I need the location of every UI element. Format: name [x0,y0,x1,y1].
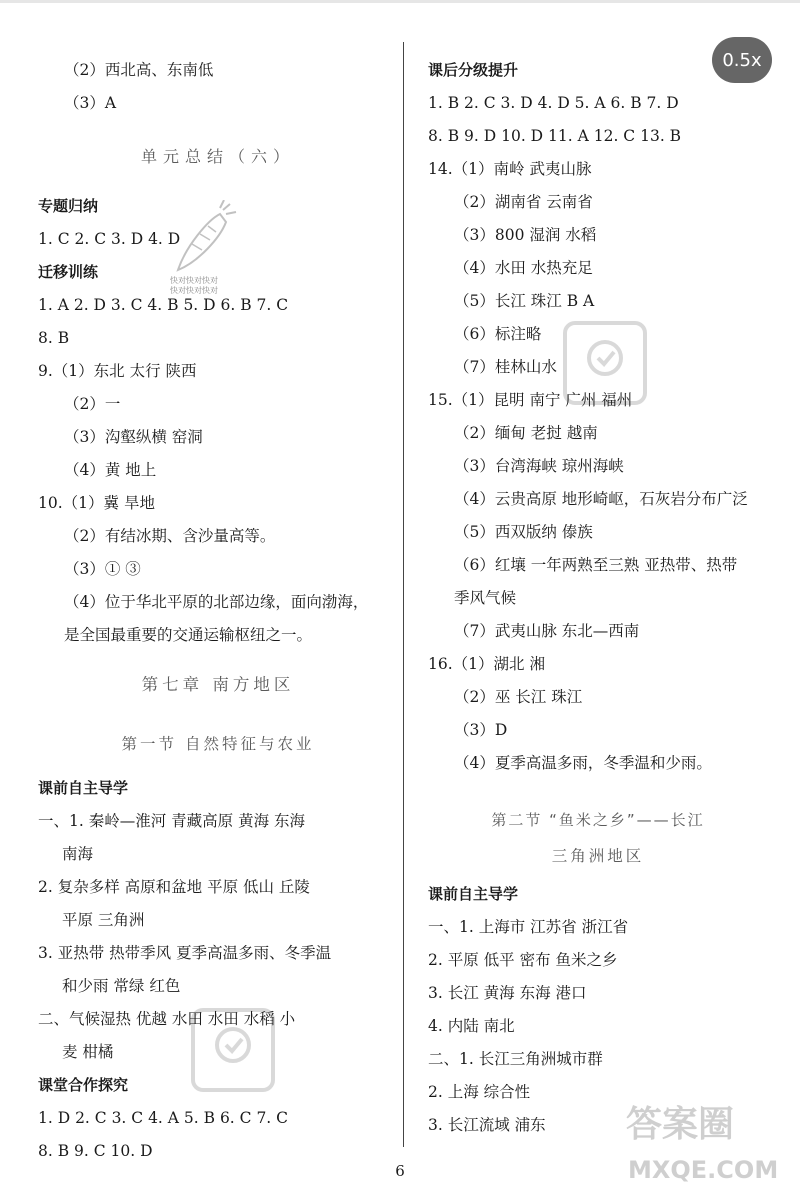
answer-line: 10.（1）冀 旱地 [38,494,155,512]
answer-line: （4）云贵高原 地形崎岖，石灰岩分布广泛 [454,490,748,508]
section-heading: 课后分级提升 [428,61,519,79]
answer-line: （3）沟壑纵横 窑洞 [64,428,203,446]
answer-line: （2）缅甸 老挝 越南 [454,424,598,442]
answer-line: （2）湖南省 云南省 [454,193,593,211]
section-title: 第二节 “鱼米之乡”——长江 [491,811,705,829]
carrot-watermark-icon [168,200,238,280]
answer-line: （2）西北高、东南低 [64,61,214,79]
answer-line: （4）位于华北平原的北部边缘，面向渤海， [64,593,369,611]
answer-line: （4）水田 水热充足 [454,259,593,277]
answer-line: 一、1. 上海市 江苏省 浙江省 [428,918,629,936]
answer-line: 麦 柑橘 [62,1043,114,1061]
answer-line: 1. C 2. C 3. D 4. D [38,230,181,248]
answer-line: 8. B 9. C 10. D [38,1142,153,1160]
answer-line: 二、气候湿热 优越 水田 水田 水稻 小 [38,1010,296,1028]
answer-line: （3）台湾海峡 琼州海峡 [454,457,624,475]
section-title-continued: 三角洲地区 [551,847,645,865]
answer-line: （2）一 [64,395,121,413]
answer-line: （2）有结冰期、含沙量高等。 [64,527,276,545]
answer-line: 季风气候 [454,589,517,607]
answer-line: 2. 上海 综合性 [428,1083,531,1101]
answer-line: 平原 三角洲 [62,911,145,929]
answer-line: （7）桂林山水 [454,358,557,376]
answer-line: （6）红壤 一年两熟至三熟 亚热带、热带 [454,556,738,574]
answer-line: 4. 内陆 南北 [428,1017,515,1035]
answer-line: （4）夏季高温多雨，冬季温和少雨。 [454,754,712,772]
stamp-watermark-icon [560,318,650,408]
carrot-watermark-text [170,276,250,296]
answer-line: 2. 复杂多样 高原和盆地 平原 低山 丘陵 [38,878,310,896]
answer-line: （3）800 湿润 水稻 [454,226,597,244]
answer-line: （3）① ③ [64,560,141,578]
answer-line: （2）巫 长江 珠江 [454,688,583,706]
answer-line: （3）A [64,94,117,112]
answer-line: 一、1. 秦岭—淮河 青藏高原 黄海 东海 [38,812,305,830]
answer-line: （3）D [454,721,508,739]
answer-line: （6）标注略 [454,325,542,343]
zoom-level-button[interactable] [712,37,772,83]
site-watermark-logo [620,1090,790,1190]
chapter-title: 第七章 南方地区 [141,675,295,694]
answer-line: （5）长江 珠江 B A [454,292,595,310]
section-heading: 专题归纳 [38,197,99,215]
section-heading: 课堂合作探究 [38,1076,129,1094]
section-heading: 课前自主导学 [428,885,519,903]
unit-title: 单元总结（六） [140,147,295,166]
site-brand-label: 答案圈 [626,1104,735,1145]
answer-line: 是全国最重要的交通运输枢纽之一。 [64,626,313,644]
zoom-level-label: 0.5x [722,49,762,71]
answer-line: 2. 平原 低平 密布 鱼米之乡 [428,951,618,969]
watermark-text: 快对快对快对 快对快对快对 [170,276,218,295]
answer-line: （7）武夷山脉 东北—西南 [454,622,640,640]
answer-line: 9.（1）东北 太行 陕西 [38,362,197,380]
site-url-label: MXQE.COM [628,1156,779,1184]
answer-line: 14.（1）南岭 武夷山脉 [428,160,592,178]
answer-line: 3. 长江流域 浦东 [428,1116,546,1134]
right-column [428,54,768,1142]
answer-line: 二、1. 长江三角洲城市群 [428,1050,603,1068]
answer-line: 3. 亚热带 热带季风 夏季高温多雨、冬季温 [38,944,332,962]
page-number: 6 [395,1162,405,1180]
answer-line: 8. B 9. D 10. D 11. A 12. C 13. B [428,127,682,145]
section-heading: 迁移训练 [38,263,99,281]
answer-line: 1. B 2. C 3. D 4. D 5. A 6. B 7. D [428,94,679,112]
answer-line: （5）西双版纳 傣族 [454,523,593,541]
answer-line: 3. 长江 黄海 东海 港口 [428,984,587,1002]
answer-line: （4）黄 地上 [64,461,157,479]
answer-line: 1. A 2. D 3. C 4. B 5. D 6. B 7. C [38,296,289,314]
answer-line: 15.（1）昆明 南宁 广州 福州 [428,391,633,409]
answer-line: 1. D 2. C 3. C 4. A 5. B 6. C 7. C [38,1109,289,1127]
answer-line: 8. B [38,329,70,347]
answer-line: 16.（1）湖北 湘 [428,655,545,673]
section-title: 第一节 自然特征与农业 [121,735,315,753]
page-top-rule [0,0,800,3]
column-divider [403,42,404,1147]
stamp-watermark-icon [188,1005,278,1095]
section-heading: 课前自主导学 [38,779,129,797]
answer-line: 和少雨 常绿 红色 [62,977,181,995]
answer-line: 南海 [62,845,94,863]
